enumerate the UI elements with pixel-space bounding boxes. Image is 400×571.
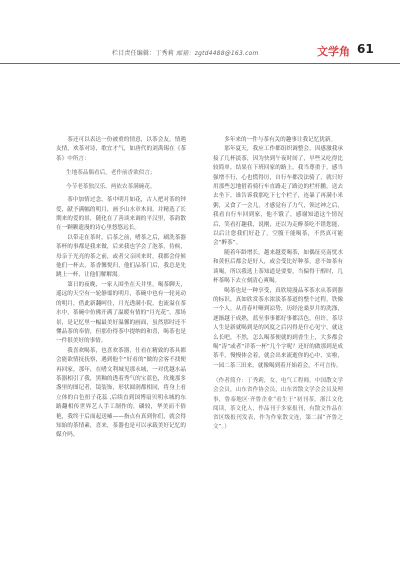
poem-line: 生地茶品偶看后，老作前香欲似言；	[66, 170, 156, 177]
editor-label: 栏目责任编辑：丁秀莉	[112, 50, 175, 57]
paragraph: 多年来的一件与茶有关的趣事让我记忆犹新。	[224, 137, 337, 143]
paragraph: 喝茶也是一种享受，真欣境漫品苯茶水从茶到器的标识，真如欣赏茶水浓淡茶茶道的整个过程，铁像一个人，从青春叶晰到凉势，历经沧桑岁月的洗涤，逐渐越于成熟，蓝至事事都好事都活色，但许，茶尽人生是新就喝到是的风度之后闪得是什心见宁，就这么长吧，不然，怎么喝茶便就的到香生上，大多都会喝“涛”或者“详茶一杯”几个字呢？还好的做那到是成茶半，慢慢体会着，就会出来流逝你的心中，实啦，一园二茶三田来，就像喝到着开始着会，不可言传。	[213, 287, 343, 369]
paragraph: 茶还可以表达一份被重的情意，以茶会友，情遇友情，欢茶对诗，歌宜才气，如唐代的刘禹锡在《茶茶》中所言：	[56, 137, 186, 162]
page-number: 61	[357, 42, 374, 56]
column-name: 文学角	[317, 45, 350, 58]
header-divider	[0, 63, 400, 64]
poem-line: 今节老茶独汉乐，两依农茶满碗花。	[66, 184, 156, 191]
author-note: （作者简介：丁秀莉，女，电气工程师，中国散文学会会员，山东省作协会员，山东省散文学会会员及理事，鲁泰地区·齐鲁企业“看生于”初刊茶，浙江文化阅读，茶文化人，作品刊于多家报刊，有散文作品在省区级报刊发表，作为作家散文连，第二届“齐鲁之文”。）	[213, 378, 343, 431]
page-header	[0, 0, 400, 70]
paragraph: 那年夏天，我应工作都组织调整会，因感激我承接了几杯淡茶，因为快到午夜时间了，早些又吃得比较简单，结果在下班回家的路上，我当尊重于，感当强增不行，心也慌得厉，自行车都没法骑了，就只好用那些怎地借着骑行车直路走了路边的栏杆鹏，送去去坐下，谁告诉我那吃下七个栏子，连暴了再满小米粥，又食了一会儿，才感觉有了力气，领过神之后，我看自行车回到家，他不饿了，感谢知道这个情况后，笑看打趣我，说刚，还以为走醉茶吃不错您能，以后让您我们好赴了，空腹千能喝茶，不然真可能会“醉茶”。	[213, 146, 343, 247]
editor-credit	[112, 48, 259, 57]
paragraph: 随着年龄增长，越来越爱喝茶，如偶征亮南忧水和黄但后都会是好人，或会受比好种茶，意不如茶有谈喝，所以我选上茶知道是要要，当偏得干醇时，几杯茶喝下去立刻清心爽喝。	[213, 249, 343, 285]
right-text-column	[213, 136, 343, 432]
left-text-column	[56, 136, 186, 441]
editor-email: 邮箱：zgtd4488@163.com	[176, 50, 259, 57]
paragraph: 茶中加情过念，茶中明月如花，古人把对茶的钟爱，献予满幅的明月，画予山水章木间，并精选了长期来的爱的景，随化在了善谈来调的平汉里，茶韵散在一颗颗遗漫的诗心里悠悠远长。	[56, 197, 186, 232]
paragraph: 以带走在茶时，后茶之前，嗜茶之后，刷洗茶器茶杯的事都是我来做，后来我也学会了泡茶，侍候，母亲于光亮的茶之前，或者父亲回来时，我都会侍候他们一杯去，茶香馨悦归，他们品茶门后，我总是先跳上一杯，让他们解解渴。	[56, 234, 186, 279]
paragraph: 第日的夜晚，一家人围坐在天井里，喝茶聊天，遥远的天空有一轮静谧的明月，茶碗中也有一轮晃动的明月，借此新翻呵往，月光透满小院，也流溢在茶水中，茶碗中仿佛开满了温暖有情的“月光花”，那场景，是记忆里一幅最美好温馨的画面，虽然那时还不懂品茶的奉情，但那份得茶中提纳的和喜，喝茶也是一件很美好的事情。	[56, 281, 186, 345]
paragraph: 我喜欢喝茶，也喜欢茶器，仕看在精致的茶具都会能欲情抚抚察，遇到他个“好看的”做的会客不找便再回家，那年，在嗜文利城见那永城，一对优越水晶茶器相引了我，黑釉的透着秀气的宝蓝色，玫瑰那多盏里的图记者，镜装饰，形状圆润都相同，将身上看立体的白色扭子花蕊 ,后续直到国博扇贝明永城的东路翻相传世界艺人手工制作的，磷较，华美而不俗艳，我终于后面起送嗑——指点有真到你们，就会得知始的茶情素，喜来，茶器也是可以承载美好记忆的媒介吗。	[56, 347, 186, 439]
